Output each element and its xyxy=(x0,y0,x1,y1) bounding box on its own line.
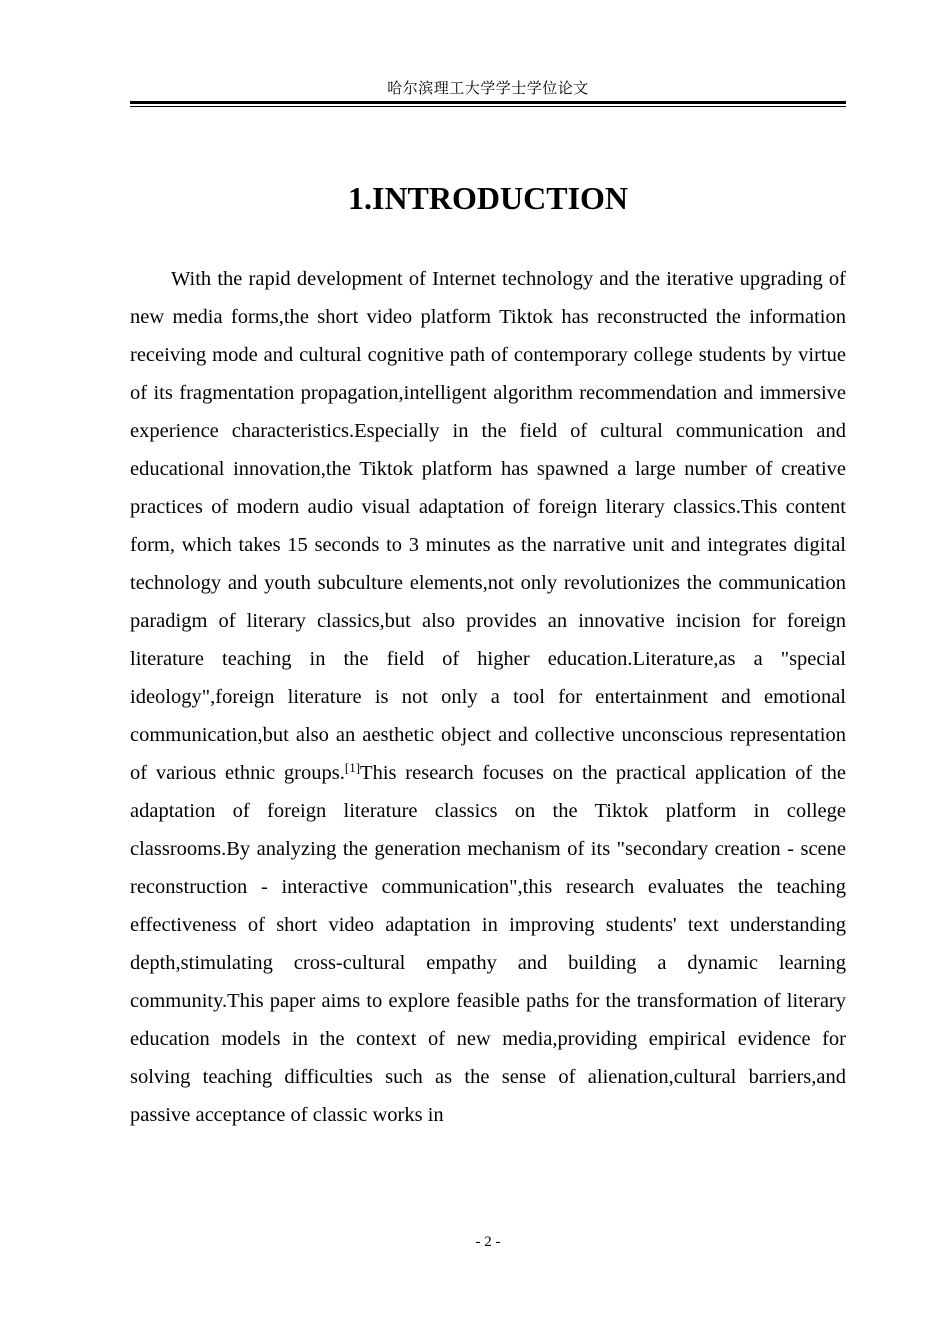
paragraph-text-part2: This research focuses on the practical application of the adaptation of foreign literature classics on the Tiktok platform in college classrooms.By analyzing the generation mechanism of its "secondary creation - scene reconstruction - interactive communication",this research evaluates the teaching effectiveness of short video adaptation in improving students' text understanding depth,stimulating cross-cultural empathy and building a dynamic learning community.This paper aims to explore feasible paths for the transformation of literary education models in the context of new media,providing empirical evidence for solving teaching difficulties such as the sense of alienation,cultural barriers,and passive acceptance of classic works in xyxy=(130,762,846,1126)
paragraph-text-part1: With the rapid development of Internet technology and the iterative upgrading of new media forms,the short video platform Tiktok has reconstructed the information receiving mode and cultural cognitive path of contemporary college students by virtue of its fragmentation propagation,intelligent algorithm recommendation and immersive experience characteristics.Especially in the field of cultural communication and educational innovation,the Tiktok platform has spawned a large number of creative practices of modern audio visual adaptation of foreign literary classics.This content form, which takes 15 seconds to 3 minutes as the narrative unit and integrates digital technology and youth subculture elements,not only revolutionizes the communication paradigm of literary classics,but also provides an innovative incision for foreign literature teaching in the field of higher education.Literature,as a "special ideology",foreign literature is not only a tool for entertainment and emotional communication,but also an aesthetic object and collective unconscious representation of various ethnic groups. xyxy=(130,268,846,784)
header-rule-thin xyxy=(130,106,846,107)
chapter-title: 1.INTRODUCTION xyxy=(347,180,629,216)
page-number: - 2 - xyxy=(475,1234,501,1250)
body-paragraph xyxy=(130,260,846,1134)
running-header: 哈尔滨理工大学学士学位论文 xyxy=(387,79,589,97)
header-rule-thick xyxy=(130,101,846,104)
citation-marker: [1] xyxy=(344,760,361,775)
